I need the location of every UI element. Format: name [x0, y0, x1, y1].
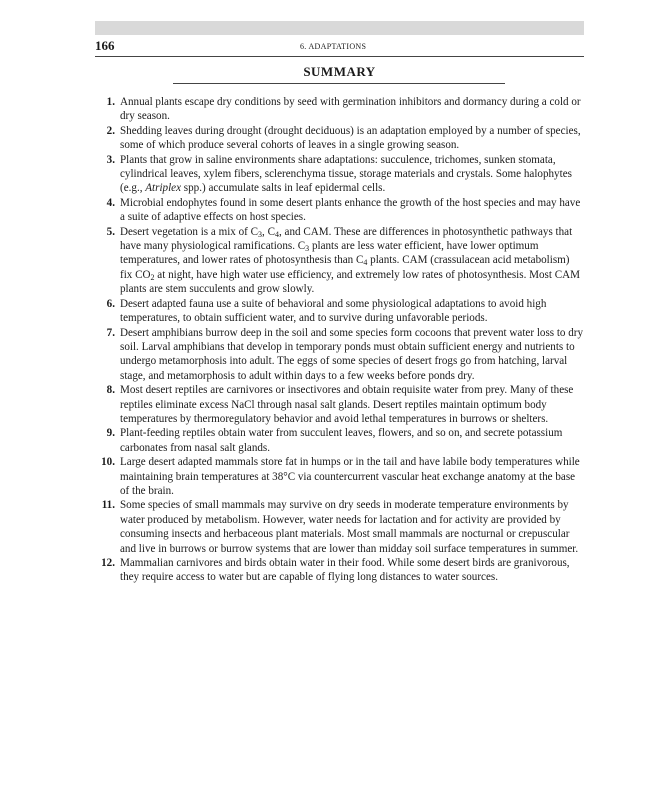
summary-title: SUMMARY: [303, 64, 376, 79]
item-text: [115, 498, 584, 556]
subscript: 4: [274, 229, 279, 239]
summary-item-9: [95, 426, 584, 455]
item-text: [115, 95, 584, 124]
text-segment: Shedding leaves during drought (drought deciduous) is an adaptation employed by a number of species, some of which produce several cohorts of leaves in a single growing season.: [120, 124, 581, 152]
item-number: 6.: [106, 297, 115, 310]
item-number: 4.: [106, 196, 115, 209]
text-segment: , and CAM. These are differences in photosynthetic pathways that have many physiological ramifications. C: [120, 225, 573, 253]
summary-item-12: [95, 556, 584, 585]
subscript: 2: [150, 272, 155, 282]
text-segment: Desert adapted fauna use a suite of behavioral and some physiological adaptations to avoid high temperatures, to obtain sufficient water, and to survive during unfavorable periods.: [120, 297, 547, 325]
summary-item-8: [95, 383, 584, 426]
text-segment: , C: [262, 225, 275, 238]
text-segment: Plants that grow in saline environments share adaptations: succulence, trichomes, sunken stomata, cylindrical leaves, xylem fibers, sclerenchyma tissue, storage materials and crystals. Some halophytes (e.g.,: [120, 153, 572, 195]
text-segment: Mammalian carnivores and birds obtain water in their food. While some desert birds are granivorous, they require access to water but are capable of flying long distances to water sources.: [120, 557, 570, 584]
item-number: 10.: [101, 456, 115, 469]
title-rule: [173, 83, 505, 84]
text-segment: Some species of small mammals may survive on dry seeds in moderate temperature environments by water produced by metabolism. However, water needs for lactation and for activity are provided by consuming insects and herbaceous plant materials. Most small mammals are nocturnal or crepuscular and live in burrows or burrow systems that are lower than midday soil surface temperatures in summer.: [120, 499, 579, 555]
text-segment: Desert amphibians burrow deep in the soil and some species form cocoons that prevent water loss to dry soil. Larval amphibians that develop in temporary ponds must obtain sufficient energy and nutrients to undergo metamorphosis into adult. The eggs of some species of desert frogs go from hatching, larval stage, and metamorphosis to adult within days to a few weeks before ponds dry.: [120, 326, 584, 382]
item-text: [115, 455, 584, 498]
text-segment: at night, have high water use efficiency, and extremely low rates of photosynthesis. Most CAM plants are stem succulents and grow slowly.: [120, 268, 580, 296]
item-number: 5.: [106, 225, 115, 238]
item-number: 3.: [106, 153, 115, 166]
subscript: 3: [258, 229, 263, 239]
item-text: [115, 426, 584, 455]
item-number: 11.: [101, 499, 115, 512]
item-text: [115, 326, 584, 384]
item-number: 12.: [101, 557, 115, 569]
text-segment: spp.) accumulate salts in leaf epidermal cells.: [181, 182, 386, 195]
item-text: [115, 556, 584, 585]
text-segment: plants are less water efficient, have lower optimum temperatures, and lower rates of photosynthesis than C: [120, 240, 539, 267]
summary-item-5: [95, 225, 584, 297]
header-bar: [95, 21, 584, 35]
text-segment: Large desert adapted mammals store fat in humps or in the tail and have labile body temperatures while maintaining brain temperatures at 38°C via countercurrent vascular heat exchange anatomy at the base of the brain.: [120, 456, 580, 497]
subscript: 4: [363, 258, 368, 268]
header-rule: [95, 56, 584, 57]
summary-item-10: [95, 455, 584, 498]
summary-item-11: [95, 498, 584, 556]
italic-term: Atriplex: [145, 182, 182, 195]
summary-item-4: [95, 196, 584, 225]
item-number: 9.: [106, 427, 115, 440]
item-text: [115, 196, 584, 225]
item-text: [115, 153, 584, 196]
item-number: 2.: [106, 124, 115, 137]
text-segment: Most desert reptiles are carnivores or insectivores and obtain requisite water from prey. Many of these reptiles eliminate excess NaCl through nasal salt glands. Desert reptiles maintain optimum body temperatures by thermoregulatory behavior and avoid lethal temperatures in burrows or shelters.: [120, 384, 574, 425]
item-text: [115, 383, 584, 426]
page-number: 166: [95, 38, 115, 53]
text-segment: Annual plants escape dry conditions by seed with germination inhibitors and dormancy during a cold or dry season.: [120, 96, 581, 123]
running-head: 6. ADAPTATIONS: [300, 42, 367, 51]
item-text: [115, 297, 584, 326]
item-number: 1.: [106, 96, 115, 108]
item-text: [115, 124, 584, 153]
item-number: 7.: [106, 326, 115, 339]
summary-item-1: [95, 95, 584, 124]
item-number: 8.: [106, 384, 115, 397]
text-segment: Microbial endophytes found in some desert plants enhance the growth of the host species and may have a suite of adaptive effects on host species.: [120, 196, 581, 224]
summary-list: [95, 95, 584, 585]
summary-item-7: [95, 326, 584, 384]
subscript: 3: [305, 244, 310, 254]
text-segment: Desert vegetation is a mix of C: [120, 225, 259, 238]
summary-item-6: [95, 297, 584, 326]
item-text: [115, 225, 584, 297]
summary-item-3: [95, 153, 584, 196]
text-segment: Plant-feeding reptiles obtain water from succulent leaves, flowers, and so on, and secrete potassium carbonates from nasal salt glands.: [120, 427, 563, 454]
summary-item-2: [95, 124, 584, 153]
text-segment: plants. CAM (crassulacean acid metabolism) fix CO: [120, 254, 570, 281]
